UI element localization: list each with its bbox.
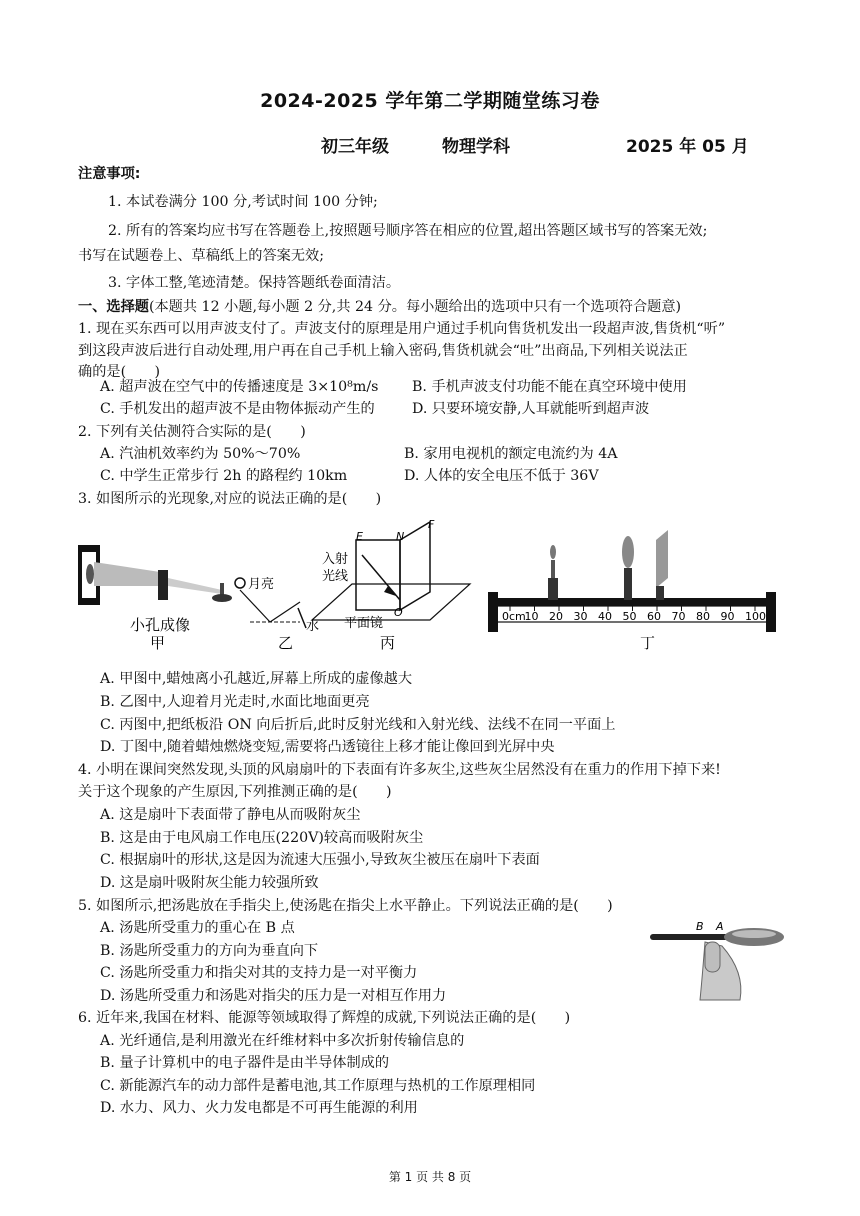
q1-stem: 到这段声波后进行自动处理,用户再在自己手机上输入密码,售货机就会“吐”出商品,下列相关说法正	[78, 343, 688, 359]
svg-text:E: E	[356, 530, 363, 543]
q2-stem: 2. 下列有关估测符合实际的是( )	[78, 424, 306, 440]
notes-heading: 注意事项:	[78, 166, 141, 182]
q5-option-c: C. 汤匙所受重力和指尖对其的支持力是一对平衡力	[100, 965, 418, 981]
ruler-tick-label: 90	[720, 610, 735, 623]
grade-label: 初三年级	[321, 137, 389, 157]
fig-ding-tag: 丁	[640, 634, 656, 652]
q1-option-a: A. 超声波在空气中的传播速度是 3×10⁸m/s	[100, 379, 379, 395]
q1-option-c: C. 手机发出的超声波不是由物体振动产生的	[100, 401, 375, 417]
figure-jia	[78, 545, 232, 652]
fig-yi-tag: 乙	[278, 634, 294, 652]
q6-option-c: C. 新能源汽车的动力部件是蓄电池,其工作原理与热机的工作原理相同	[100, 1078, 536, 1094]
section-desc: (本题共 12 小题,每小题 2 分,共 24 分。每小题给出的选项中只有一个选项符合题意)	[148, 299, 682, 315]
ruler-tick-label: 80	[696, 610, 710, 623]
q3-option-b: B. 乙图中,人迎着月光走时,水面比地面更亮	[100, 694, 370, 710]
ruler-tick-label: 100	[745, 610, 766, 623]
note-item: 2. 所有的答案均应书写在答题卷上,按照题号顺序答在相应的位置,超出答题区域书写的答案无效;	[108, 223, 708, 239]
section-label: 一、选择题	[78, 299, 149, 315]
date-label: 2025 年 05 月	[626, 137, 749, 157]
q1-option-b: B. 手机声波支付功能不能在真空环境中使用	[412, 379, 687, 395]
q5-option-d: D. 汤匙所受重力和汤匙对指尖的压力是一对相互作用力	[100, 988, 447, 1004]
note-item: 3. 字体工整,笔迹清楚。保持答题纸卷面清洁。	[108, 275, 401, 291]
svg-text:N: N	[396, 530, 405, 543]
q4-stem: 关于这个现象的产生原因,下列推测正确的是( )	[78, 784, 392, 800]
q5-option-b: B. 汤匙所受重力的方向为垂直向下	[100, 943, 319, 959]
note-item: 书写在试题卷上、草稿纸上的答案无效;	[78, 248, 324, 264]
q1-stem: 1. 现在买东西可以用声波支付了。声波支付的原理是用户通过手机向售货机发出一段超声波,售货机“听”	[78, 321, 726, 337]
q4-option-a: A. 这是扇叶下表面带了静电从而吸附灰尘	[100, 807, 361, 823]
ruler-tick-label: 50	[622, 610, 637, 623]
figure-ding	[488, 530, 776, 652]
ruler-tick-label: 10	[524, 610, 539, 623]
q6-stem: 6. 近年来,我国在材料、能源等领域取得了辉煌的成就,下列说法正确的是( )	[78, 1010, 571, 1026]
svg-text:F: F	[428, 518, 435, 531]
q6-option-a: A. 光纤通信,是利用激光在纤维材料中多次折射传输信息的	[100, 1033, 465, 1049]
fig-jia-label: 小孔成像	[130, 616, 191, 634]
fig-bing-tag: 丙	[380, 634, 396, 652]
q4-stem: 4. 小明在课间突然发现,头顶的风扇扇叶的下表面有许多灰尘,这些灰尘居然没有在重力的作用下掉下来!	[78, 762, 721, 778]
q5-option-a: A. 汤匙所受重力的重心在 B 点	[100, 920, 295, 936]
fig-bing-ray: 光线	[322, 569, 349, 584]
fig-bing-ray: 入射	[322, 552, 349, 567]
q6-option-b: B. 量子计算机中的电子器件是由半导体制成的	[100, 1055, 390, 1071]
q2-option-b: B. 家用电视机的额定电流约为 4A	[404, 446, 618, 462]
q1-option-d: D. 只要环境安静,人耳就能听到超声波	[412, 401, 650, 417]
page-footer: 第 1 页 共 8 页	[388, 1170, 472, 1184]
svg-text:O: O	[394, 606, 403, 619]
figure-bing	[312, 518, 470, 652]
svg-text:A: A	[716, 920, 724, 933]
ruler-tick-label: 20	[549, 610, 563, 623]
q3-option-a: A. 甲图中,蜡烛离小孔越近,屏幕上所成的虚像越大	[100, 671, 413, 687]
q4-option-c: C. 根据扇叶的形状,这是因为流速大压强小,导致灰尘被压在扇叶下表面	[100, 852, 540, 868]
subject-label: 物理学科	[442, 137, 510, 157]
ruler-tick-label: 40	[598, 610, 612, 623]
ruler-tick-label: 0cm	[502, 610, 526, 623]
ruler-tick-label: 60	[647, 610, 661, 623]
fig-yi-moon: 月亮	[248, 577, 275, 592]
note-item: 1. 本试卷满分 100 分,考试时间 100 分钟;	[108, 194, 378, 210]
exam-title: 2024-2025 学年第二学期随堂练习卷	[260, 90, 600, 112]
q2-option-d: D. 人体的安全电压不低于 36V	[404, 468, 599, 484]
figure-yi	[235, 577, 319, 652]
fig-bing-mirror: 平面镜	[344, 616, 384, 631]
fig-jia-tag: 甲	[150, 634, 166, 652]
ruler-tick-label: 70	[671, 610, 686, 623]
q3-option-d: D. 丁图中,随着蜡烛燃烧变短,需要将凸透镜往上移才能让像回到光屏中央	[100, 739, 555, 755]
ruler-tick-label: 30	[573, 610, 588, 623]
q3-stem: 3. 如图所示的光现象,对应的说法正确的是( )	[78, 491, 382, 507]
q2-option-c: C. 中学生正常步行 2h 的路程约 10km	[100, 468, 348, 484]
q1-stem: 确的是( )	[78, 364, 161, 380]
q6-option-d: D. 水力、风力、火力发电都是不可再生能源的利用	[100, 1100, 418, 1116]
q5-stem: 5. 如图所示,把汤匙放在手指尖上,使汤匙在指尖上水平静止。下列说法正确的是( )	[78, 898, 613, 914]
fig-yi-water: 水	[306, 619, 320, 634]
q4-option-b: B. 这是由于电风扇工作电压(220V)较高而吸附灰尘	[100, 830, 424, 846]
figure-spoon	[650, 920, 784, 1000]
svg-text:B: B	[696, 920, 704, 933]
q4-option-d: D. 这是扇叶吸附灰尘能力较强所致	[100, 875, 319, 891]
q3-option-c: C. 丙图中,把纸板沿 ON 向后折后,此时反射光线和入射光线、法线不在同一平面上	[100, 717, 616, 733]
q2-option-a: A. 汽油机效率约为 50%～70%	[100, 446, 301, 462]
